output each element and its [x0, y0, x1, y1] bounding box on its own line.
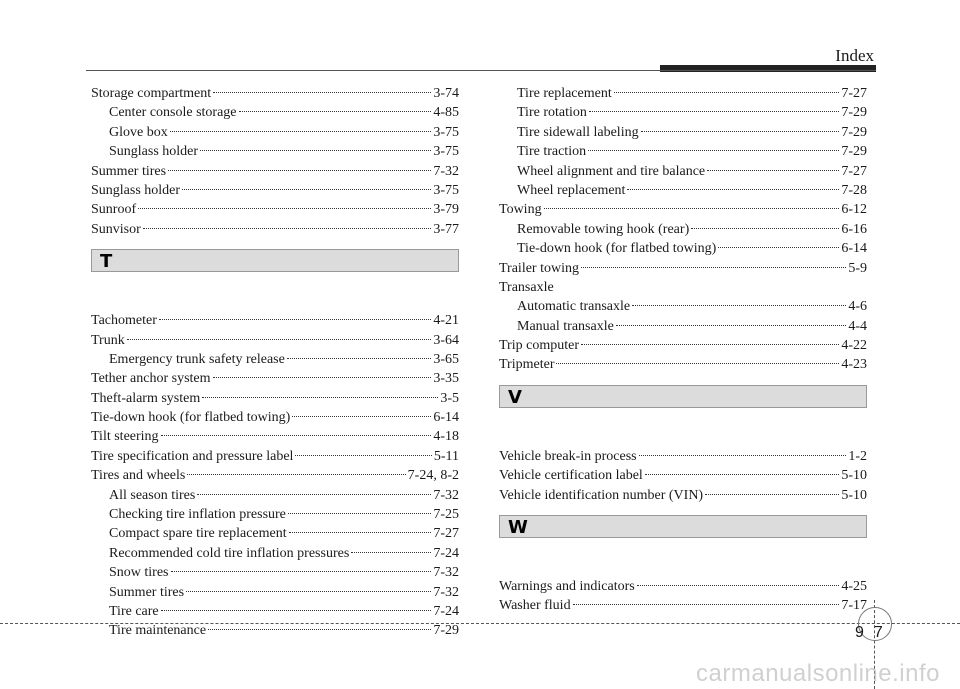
- entry-text: Transaxle: [499, 279, 554, 295]
- dot-leader: [200, 150, 431, 151]
- entry-page: 3-65: [433, 351, 459, 367]
- dot-leader: [197, 494, 431, 495]
- index-entry: [499, 297, 867, 316]
- entry-text: Automatic transaxle: [517, 299, 631, 315]
- letter-v: V: [508, 386, 522, 408]
- entry-page: 7-29: [841, 105, 867, 121]
- index-entry: [91, 621, 459, 640]
- dot-leader: [632, 305, 846, 306]
- entry-page: 4-22: [841, 338, 867, 354]
- dot-leader: [556, 363, 839, 364]
- index-entry: [91, 311, 459, 330]
- page-number: [855, 624, 883, 642]
- index-group-w: [499, 577, 867, 616]
- dot-leader: [239, 111, 432, 112]
- entry-text: Tilt steering: [91, 429, 159, 445]
- dot-leader: [168, 170, 431, 171]
- entry-page: 4-4: [848, 318, 867, 334]
- dot-leader: [170, 131, 432, 132]
- entry-text: Vehicle break-in process: [499, 448, 637, 464]
- index-entry: [91, 602, 459, 621]
- dot-leader: [544, 208, 840, 209]
- index-entry: [91, 583, 459, 602]
- entry-text: Wheel replacement: [517, 182, 626, 198]
- dot-leader: [589, 111, 839, 112]
- entry-page: 5-10: [841, 487, 867, 503]
- dot-leader: [292, 416, 431, 417]
- index-entry: [91, 427, 459, 446]
- header-rule: [86, 70, 876, 71]
- dot-leader: [581, 267, 846, 268]
- dot-leader: [182, 189, 431, 190]
- entry-text: Trailer towing: [499, 260, 579, 276]
- entry-page: 6-14: [841, 241, 867, 257]
- dot-leader: [351, 552, 431, 553]
- index-group-t: [91, 311, 459, 641]
- index-entry: [91, 350, 459, 369]
- index-entry: [499, 142, 867, 161]
- index-entry: [91, 220, 459, 239]
- dot-leader: [573, 604, 840, 605]
- index-entry: [91, 466, 459, 485]
- entry-text: Towing: [499, 202, 542, 218]
- index-entry: [91, 389, 459, 408]
- entry-text: Tire rotation: [517, 105, 587, 121]
- dot-leader: [707, 170, 839, 171]
- entry-text: Tire replacement: [517, 86, 612, 101]
- entry-page: 3-75: [433, 144, 459, 160]
- entry-page: 7-28: [841, 182, 867, 198]
- dot-leader: [287, 358, 432, 359]
- index-column-right: [499, 84, 867, 616]
- dot-leader: [138, 208, 431, 209]
- index-entry: [91, 447, 459, 466]
- dot-leader: [288, 513, 431, 514]
- entry-page: 3-74: [433, 86, 459, 101]
- entry-text: Trip computer: [499, 338, 579, 354]
- index-entry: [91, 408, 459, 427]
- dot-leader: [159, 319, 431, 320]
- entry-page: 7-25: [433, 507, 459, 523]
- dot-leader: [295, 455, 431, 456]
- entry-text: Tire sidewall labeling: [517, 124, 639, 140]
- index-entry: [499, 577, 867, 596]
- entry-text: Storage compartment: [91, 86, 212, 101]
- entry-text: Theft-alarm system: [91, 390, 201, 406]
- index-entry: [499, 317, 867, 336]
- dot-leader: [718, 247, 839, 248]
- index-entry: [499, 278, 867, 297]
- index-group-v: [499, 447, 867, 505]
- chapter-number: 9: [855, 624, 864, 641]
- index-entry: [499, 596, 867, 615]
- entry-text: Wheel alignment and tire balance: [517, 163, 706, 179]
- footer-rule: [0, 623, 960, 624]
- index-entry: [499, 162, 867, 181]
- dot-leader: [187, 474, 405, 475]
- entry-text: Tachometer: [91, 313, 157, 329]
- index-entry: [91, 181, 459, 200]
- index-entry: [91, 84, 459, 103]
- index-entry: [499, 486, 867, 505]
- entry-text: Tie-down hook (for flatbed towing): [517, 241, 717, 257]
- entry-page: 3-35: [433, 371, 459, 387]
- dot-leader: [627, 189, 839, 190]
- entry-text: Sunglass holder: [109, 144, 199, 160]
- entry-text: Summer tires: [109, 584, 185, 600]
- index-entry: [91, 200, 459, 219]
- dot-leader: [639, 455, 847, 456]
- index-entry: [91, 563, 459, 582]
- watermark: carmanualsonline.info: [696, 660, 940, 687]
- entry-page: 3-64: [433, 332, 459, 348]
- entry-text: Tire specification and pressure label: [91, 448, 294, 464]
- entry-page: 5-9: [848, 260, 867, 276]
- entry-text: Tire care: [109, 603, 159, 619]
- index-entry: [91, 505, 459, 524]
- entry-text: Recommended cold tire inflation pressures: [109, 545, 350, 561]
- index-column-left: [91, 84, 459, 641]
- entry-text: Vehicle identification number (VIN): [499, 487, 704, 503]
- page-title: Index: [835, 46, 874, 65]
- index-entry: [91, 162, 459, 181]
- dot-leader: [616, 325, 847, 326]
- entry-page: 6-12: [841, 202, 867, 218]
- entry-text: Center console storage: [109, 105, 237, 121]
- entry-page: 3-75: [433, 124, 459, 140]
- entry-page: 7-32: [433, 487, 459, 503]
- entry-text: Emergency trunk safety release: [109, 351, 285, 367]
- entry-text: Trunk: [91, 332, 125, 348]
- entry-page: 7-29: [433, 623, 459, 639]
- dot-leader: [143, 228, 432, 229]
- entry-page: 7-27: [841, 163, 867, 179]
- index-group-s: [91, 84, 459, 239]
- letter-header-w: [499, 515, 867, 538]
- index-entry: [91, 524, 459, 543]
- letter-w: W: [508, 517, 528, 539]
- index-entry: [499, 466, 867, 485]
- entry-text: Tires and wheels: [91, 468, 186, 484]
- dot-leader: [289, 532, 432, 533]
- dot-leader: [614, 92, 840, 93]
- dot-leader: [213, 377, 432, 378]
- index-entry: [91, 123, 459, 142]
- entry-page: 4-85: [433, 105, 459, 121]
- entry-page: 7-32: [433, 163, 459, 179]
- entry-text: Sunroof: [91, 202, 137, 218]
- dot-leader: [202, 397, 438, 398]
- entry-text: Tire traction: [517, 144, 587, 160]
- entry-page: 7-17: [841, 598, 867, 614]
- dot-leader: [637, 585, 840, 586]
- dot-leader: [186, 591, 431, 592]
- index-entry: [499, 220, 867, 239]
- letter-header-v: [499, 385, 867, 408]
- entry-page: 5-10: [841, 468, 867, 484]
- index-entry: [499, 336, 867, 355]
- letter-header-t: [91, 249, 459, 272]
- dot-leader: [161, 610, 432, 611]
- index-entry: [499, 355, 867, 374]
- entry-page: 7-32: [433, 584, 459, 600]
- entry-text: Vehicle certification label: [499, 468, 643, 484]
- letter-t: T: [100, 251, 113, 273]
- entry-page: 7-27: [841, 86, 867, 101]
- entry-text: Tether anchor system: [91, 371, 211, 387]
- entry-text: Snow tires: [109, 565, 169, 581]
- entry-text: Washer fluid: [499, 598, 571, 614]
- index-entry: [91, 486, 459, 505]
- dot-leader: [581, 344, 839, 345]
- entry-text: Manual transaxle: [517, 318, 614, 334]
- index-entry: [91, 369, 459, 388]
- dot-leader: [213, 92, 431, 93]
- index-entry: [499, 103, 867, 122]
- entry-page: 7-32: [433, 565, 459, 581]
- entry-text: All season tires: [109, 487, 196, 503]
- dot-leader: [691, 228, 839, 229]
- dot-leader: [705, 494, 839, 495]
- entry-page: 7-24: [433, 603, 459, 619]
- entry-text: Tripmeter: [499, 357, 555, 373]
- entry-page: 4-6: [848, 299, 867, 315]
- entry-page: 7-27: [433, 526, 459, 542]
- index-entry: [499, 123, 867, 142]
- entry-text: Removable towing hook (rear): [517, 221, 690, 237]
- index-entry: [499, 259, 867, 278]
- entry-page: 7-29: [841, 144, 867, 160]
- entry-page: 7-24, 8-2: [407, 468, 459, 484]
- entry-text: Tie-down hook (for flatbed towing): [91, 410, 291, 426]
- entry-page: 3-75: [433, 182, 459, 198]
- index-entry: [499, 447, 867, 466]
- entry-text: Sunglass holder: [91, 182, 181, 198]
- entry-page: 1-2: [848, 448, 867, 464]
- entry-page: 4-25: [841, 579, 867, 595]
- entry-text: Tire maintenance: [109, 623, 207, 639]
- entry-text: Glove box: [109, 124, 168, 140]
- dot-leader: [588, 150, 839, 151]
- index-entry: [499, 181, 867, 200]
- dot-leader: [127, 339, 432, 340]
- entry-page: 4-23: [841, 357, 867, 373]
- dot-leader: [171, 571, 432, 572]
- entry-text: Sunvisor: [91, 221, 141, 237]
- entry-text: Warnings and indicators: [499, 579, 635, 595]
- dot-leader: [645, 474, 840, 475]
- index-entry: [91, 331, 459, 350]
- entry-page: 6-14: [433, 410, 459, 426]
- index-entry: [499, 239, 867, 258]
- index-entry: [91, 544, 459, 563]
- index-entry: [499, 200, 867, 219]
- entry-text: Checking tire inflation pressure: [109, 507, 286, 523]
- entry-text: Compact spare tire replacement: [109, 526, 287, 542]
- page-number-value: 7: [873, 624, 883, 641]
- entry-page: 4-18: [433, 429, 459, 445]
- entry-page: 6-16: [841, 221, 867, 237]
- entry-page: 7-29: [841, 124, 867, 140]
- index-entry: [499, 84, 867, 103]
- entry-page: 3-77: [433, 221, 459, 237]
- dot-leader: [641, 131, 840, 132]
- entry-page: 3-79: [433, 202, 459, 218]
- entry-page: 4-21: [433, 313, 459, 329]
- index-entry: [91, 142, 459, 161]
- dot-leader: [161, 435, 432, 436]
- entry-page: 7-24: [433, 545, 459, 561]
- index-entry: [91, 103, 459, 122]
- entry-text: Summer tires: [91, 163, 167, 179]
- entry-page: 3-5: [440, 390, 459, 406]
- dot-leader: [208, 629, 431, 630]
- entry-page: 5-11: [433, 448, 459, 464]
- index-group-t-cont: [499, 84, 867, 375]
